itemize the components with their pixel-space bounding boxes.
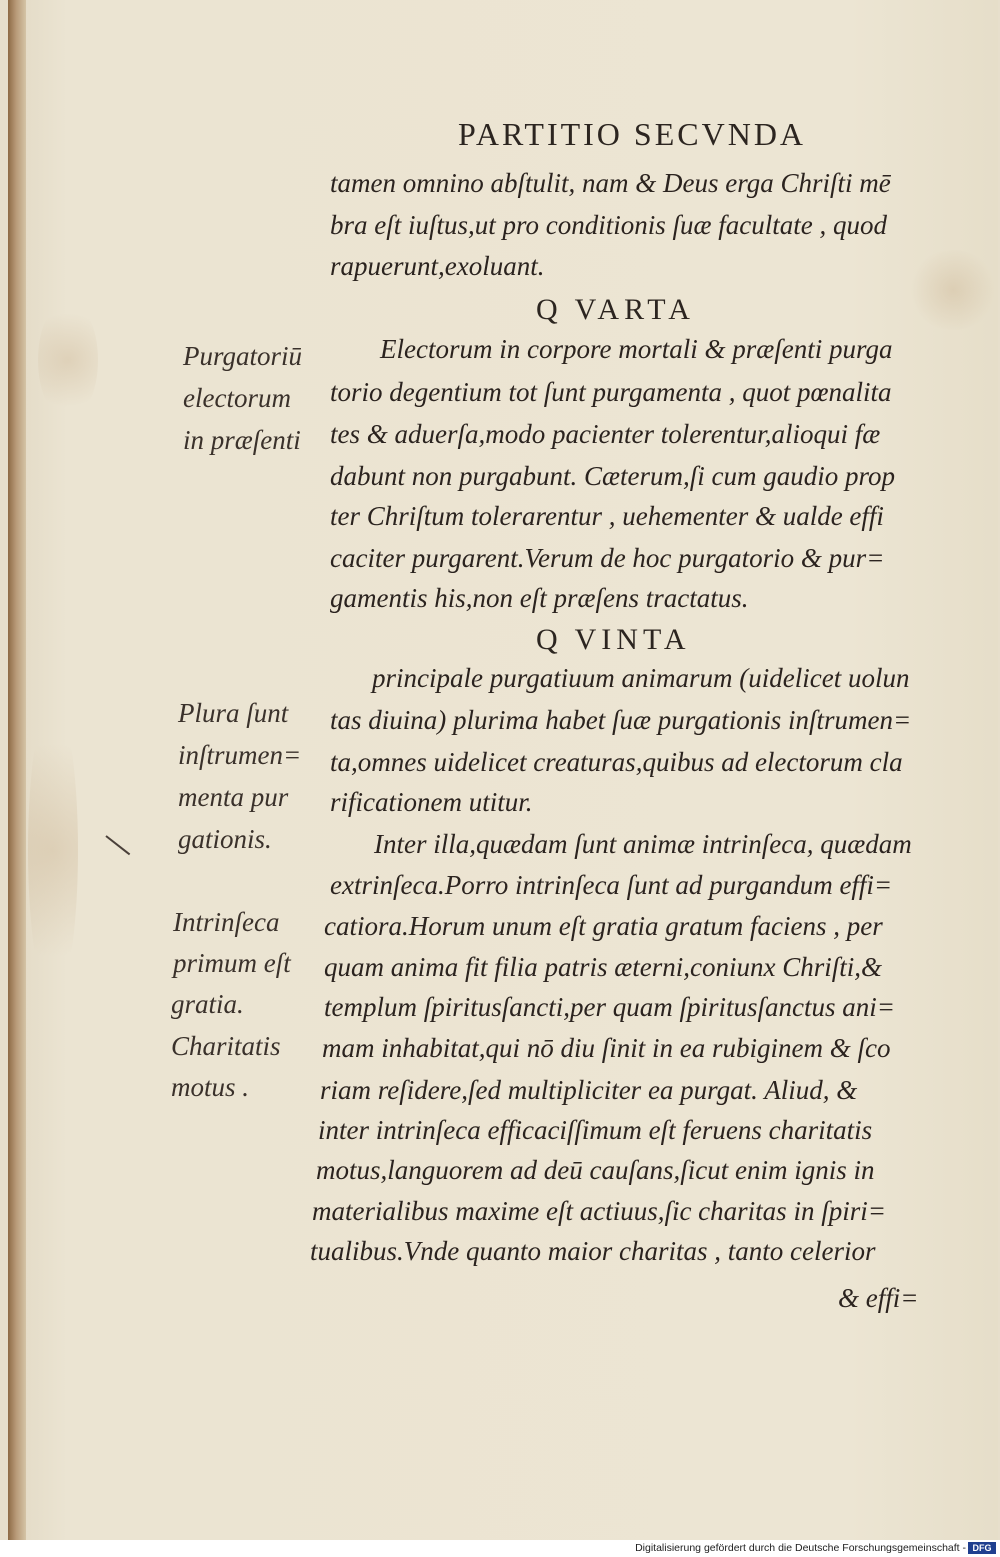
stray-ink-mark: [105, 835, 130, 855]
text-line: quam anima fit filia patris æterni,coniunx Chriſti,&: [324, 952, 883, 982]
text-line: torio degentium tot ſunt purgamenta , quot pœnalita: [330, 377, 892, 407]
margin-note: gationis.: [178, 824, 272, 854]
page-binding-edge: [8, 0, 26, 1540]
text-line: templum ſpiritusſancti,per quam ſpiritusſanctus ani=: [324, 992, 895, 1022]
text-line: catiora.Horum unum eſt gratia gratum faciens , per: [324, 911, 883, 941]
text-line: tes & aduerſa,modo pacienter tolerentur,alioqui fæ: [330, 419, 881, 449]
text-line: riam reſidere,ſed multipliciter ea purgat. Aliud, &: [320, 1075, 858, 1105]
paper-stain: [28, 700, 78, 1000]
text-line: gamentis his,non eſt præſens tractatus.: [330, 583, 749, 613]
text-line: tamen omnino abſtulit, nam & Deus erga Chriſti mē: [330, 168, 891, 198]
text-line: materialibus maxime eſt actiuus,ſic charitas in ſpiri=: [312, 1196, 886, 1226]
margin-note: in præſenti: [183, 425, 301, 455]
text-line: inter intrinſeca efficaciſſimum eſt feruens charitatis: [318, 1115, 873, 1145]
margin-note: Plura ſunt: [178, 698, 289, 728]
text-line: rificationem utitur.: [330, 787, 533, 817]
text-line: caciter purgarent.Verum de hoc purgatorio & pur=: [330, 543, 885, 573]
text-line: Electorum in corpore mortali & præſenti purga: [380, 334, 893, 364]
running-title: PARTITIO SECVNDA: [458, 116, 807, 152]
text-line: extrinſeca.Porro intrinſeca ſunt ad purgandum effi=: [330, 870, 893, 900]
margin-note: electorum: [183, 383, 291, 413]
text-line: motus,languorem ad deū cauſans,ſicut enim ignis in: [316, 1155, 875, 1185]
margin-note: inſtrumen=: [178, 740, 302, 770]
margin-note: menta pur: [178, 782, 289, 812]
margin-note: Purgatoriū: [183, 341, 303, 371]
footer-credit: Digitalisierung gefördert durch die Deutsche Forschungsgemeinschaft -: [635, 1542, 966, 1554]
margin-note: primum eſt: [173, 948, 291, 978]
catchword: & effi=: [838, 1283, 919, 1313]
text-line: bra eſt iuſtus,ut pro conditionis ſuæ facultate , quod: [330, 210, 887, 240]
section-heading-quarta: Q VARTA: [536, 293, 695, 326]
text-line: Inter illa,quædam ſunt animæ intrinſeca, quædam: [374, 829, 912, 859]
text-line: principale purgatiuum animarum (uidelicet uolun: [372, 663, 910, 693]
digitization-footer: [0, 1540, 1000, 1557]
text-line: ter Chriſtum tolerarentur , uehementer & ualde effi: [330, 501, 884, 531]
text-line: rapuerunt,exoluant.: [330, 251, 545, 281]
text-line: dabunt non purgabunt. Cæterum,ſi cum gaudio prop: [330, 461, 896, 491]
margin-note: Charitatis: [171, 1031, 281, 1061]
text-line: mam inhabitat,qui nō diu ſinit in ea rubiginem & ſco: [322, 1033, 891, 1063]
paper-stain: [38, 300, 98, 420]
margin-note: gratia.: [171, 989, 244, 1019]
text-line: ta,omnes uidelicet creaturas,quibus ad electorum cla: [330, 747, 903, 777]
text-line: tualibus.Vnde quanto maior charitas , tanto celerior: [310, 1236, 876, 1266]
book-page: [8, 0, 998, 1540]
section-heading-quinta: Q VINTA: [536, 623, 691, 656]
text-line: tas diuina) plurima habet ſuæ purgationis inſtrumen=: [330, 705, 912, 735]
margin-note: motus .: [171, 1072, 250, 1102]
paper-stain: [908, 250, 998, 330]
margin-note: Intrinſeca: [173, 907, 280, 937]
dfg-logo[interactable]: DFG: [968, 1542, 996, 1554]
